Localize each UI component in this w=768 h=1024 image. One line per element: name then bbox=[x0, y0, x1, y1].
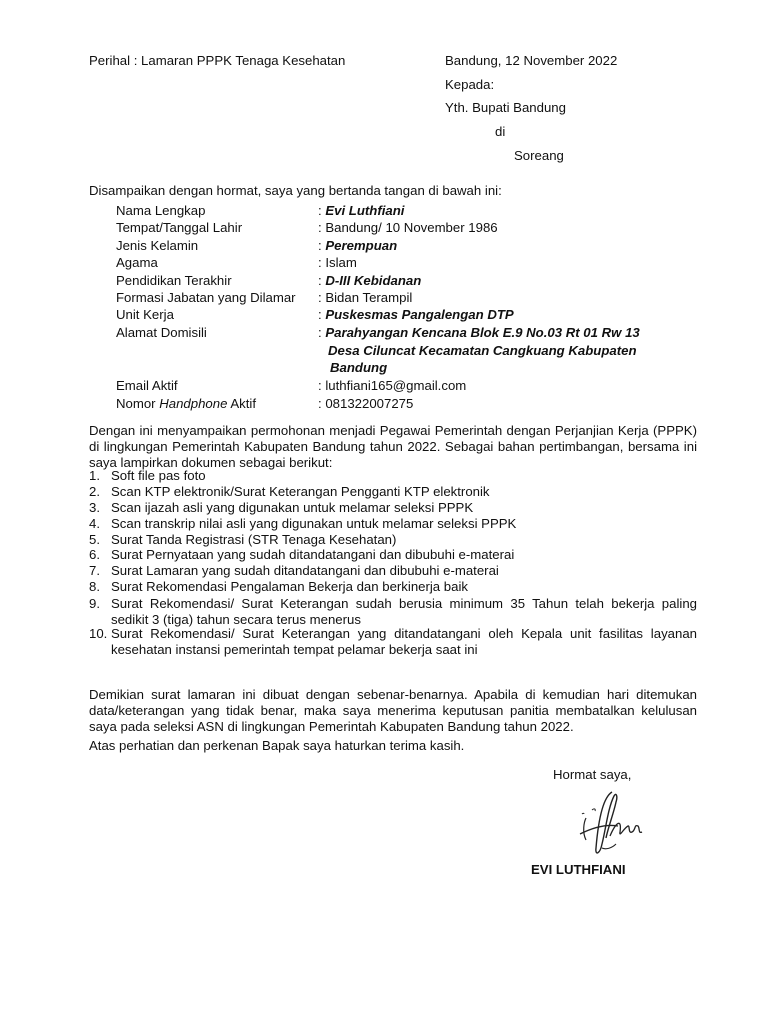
field-value-wrap bbox=[318, 255, 357, 271]
to-label: Kepada: bbox=[445, 77, 495, 92]
separator: : bbox=[318, 325, 326, 340]
list-text: Surat Rekomendasi Pengalaman Bekerja dan berkinerja baik bbox=[111, 579, 469, 594]
opening-line: Disampaikan dengan hormat, saya yang bertanda tangan di bawah ini: bbox=[89, 183, 502, 198]
list-text: Scan transkrip nilai asli yang digunakan untuk melamar seleksi PPPK bbox=[111, 516, 517, 531]
list-text: Surat Rekomendasi/ Surat Keterangan sudah berusia minimum 35 Tahun telah bekerja paling sedikit 3 (tiga) tahun secara terus menerus bbox=[111, 596, 697, 627]
closing-paragraph: Demikian surat lamaran ini dibuat dengan sebenar-benarnya. Apabila di kemudian hari ditemukan data/keterangan yang tidak benar, maka saya menerima keputusan panitia membatalkan kelulusan saya pada seleksi ASN di lingkungan Pemerintah Kabupaten Bandung tahun 2022. bbox=[89, 687, 697, 734]
field-value: Islam bbox=[325, 255, 357, 270]
place-date: Bandung, 12 November 2022 bbox=[445, 53, 618, 68]
field-label: Pendidikan Terakhir bbox=[116, 273, 232, 288]
field-label: Alamat Domisili bbox=[116, 325, 207, 340]
signature-image bbox=[572, 788, 662, 860]
list-number: 1. bbox=[89, 468, 100, 483]
label-pre: Nomor bbox=[116, 396, 160, 411]
separator: : bbox=[318, 203, 326, 218]
separator: : bbox=[318, 220, 326, 235]
thanks-line: Atas perhatian dan perkenan Bapak saya haturkan terima kasih. bbox=[89, 738, 465, 753]
separator: : bbox=[318, 238, 326, 253]
list-text: Scan KTP elektronik/Surat Keterangan Pengganti KTP elektronik bbox=[111, 484, 490, 499]
list-text: Surat Lamaran yang sudah ditandatangani dan dibubuhi e-materai bbox=[111, 563, 499, 578]
signer-name: EVI LUTHFIANI bbox=[531, 862, 626, 877]
field-value-wrap bbox=[318, 220, 498, 236]
field-value-wrap bbox=[318, 307, 514, 323]
field-value: Bidan Terampil bbox=[325, 290, 413, 305]
field-value: Bandung/ 10 November 1986 bbox=[325, 220, 498, 235]
di-label: di bbox=[495, 124, 506, 139]
salutation: Hormat saya, bbox=[553, 767, 632, 782]
label-italic: Handphone bbox=[159, 396, 228, 411]
intro-paragraph: Dengan ini menyampaikan permohonan menjadi Pegawai Pemerintah dengan Perjanjian Kerja (PPPK) di lingkungan Pemerintah Kabupaten Bandung tahun 2022. Sebagai bahan pertimbangan, bersama ini saya lampirkan dokumen sebagai berikut: bbox=[89, 423, 697, 470]
field-label bbox=[116, 396, 256, 412]
list-text: Surat Tanda Registrasi (STR Tenaga Kesehatan) bbox=[111, 532, 397, 547]
list-number: 4. bbox=[89, 516, 100, 531]
field-value-wrap bbox=[318, 378, 466, 394]
field-value: Puskesmas Pangalengan DTP bbox=[325, 307, 514, 322]
field-value-wrap bbox=[318, 290, 412, 306]
address-line-2: Desa Ciluncat Kecamatan Cangkuang Kabupaten bbox=[328, 343, 637, 358]
field-value: Evi Luthfiani bbox=[325, 203, 405, 218]
field-value: Perempuan bbox=[325, 238, 398, 253]
separator: : bbox=[318, 273, 326, 288]
address-line-3: Bandung bbox=[330, 360, 388, 375]
list-number: 3. bbox=[89, 500, 100, 515]
list-text: Surat Pernyataan yang sudah ditandatangani dan dibubuhi e-materai bbox=[111, 547, 515, 562]
field-label: Agama bbox=[116, 255, 158, 270]
field-label: Jenis Kelamin bbox=[116, 238, 199, 253]
separator: : bbox=[318, 396, 326, 411]
field-value: luthfiani165@gmail.com bbox=[325, 378, 467, 393]
field-value-wrap bbox=[318, 238, 397, 254]
list-number: 8. bbox=[89, 579, 100, 594]
field-label: Tempat/Tanggal Lahir bbox=[116, 220, 243, 235]
field-label: Nama Lengkap bbox=[116, 203, 206, 218]
subject-line: Perihal : Lamaran PPPK Tenaga Kesehatan bbox=[89, 53, 346, 68]
field-value-wrap bbox=[318, 396, 413, 412]
separator: : bbox=[318, 378, 326, 393]
list-number: 2. bbox=[89, 484, 100, 499]
list-number: 10. bbox=[89, 626, 108, 641]
list-number: 5. bbox=[89, 532, 100, 547]
field-value-wrap bbox=[318, 203, 404, 219]
separator: : bbox=[318, 307, 326, 322]
field-label: Unit Kerja bbox=[116, 307, 174, 322]
location: Soreang bbox=[514, 148, 564, 163]
list-text: Soft file pas foto bbox=[111, 468, 206, 483]
recipient: Yth. Bupati Bandung bbox=[445, 100, 566, 115]
field-label: Email Aktif bbox=[116, 378, 178, 393]
field-value: 081322007275 bbox=[325, 396, 414, 411]
field-value: D-III Kebidanan bbox=[325, 273, 422, 288]
list-number: 6. bbox=[89, 547, 100, 562]
field-value: Parahyangan Kencana Blok E.9 No.03 Rt 01 Rw 13 bbox=[325, 325, 640, 340]
field-value-wrap bbox=[318, 273, 421, 289]
separator: : bbox=[318, 290, 326, 305]
label-post: Aktif bbox=[227, 396, 257, 411]
list-text: Scan ijazah asli yang digunakan untuk melamar seleksi PPPK bbox=[111, 500, 474, 515]
field-label: Formasi Jabatan yang Dilamar bbox=[116, 290, 296, 305]
separator: : bbox=[318, 255, 326, 270]
list-number: 7. bbox=[89, 563, 100, 578]
list-text: Surat Rekomendasi/ Surat Keterangan yang ditandatangani oleh Kepala unit fasilitas layanan kesehatan instansi pemerintah tempat pelamar bekerja saat ini bbox=[111, 626, 697, 657]
field-value-wrap bbox=[318, 325, 640, 341]
list-number: 9. bbox=[89, 596, 100, 611]
